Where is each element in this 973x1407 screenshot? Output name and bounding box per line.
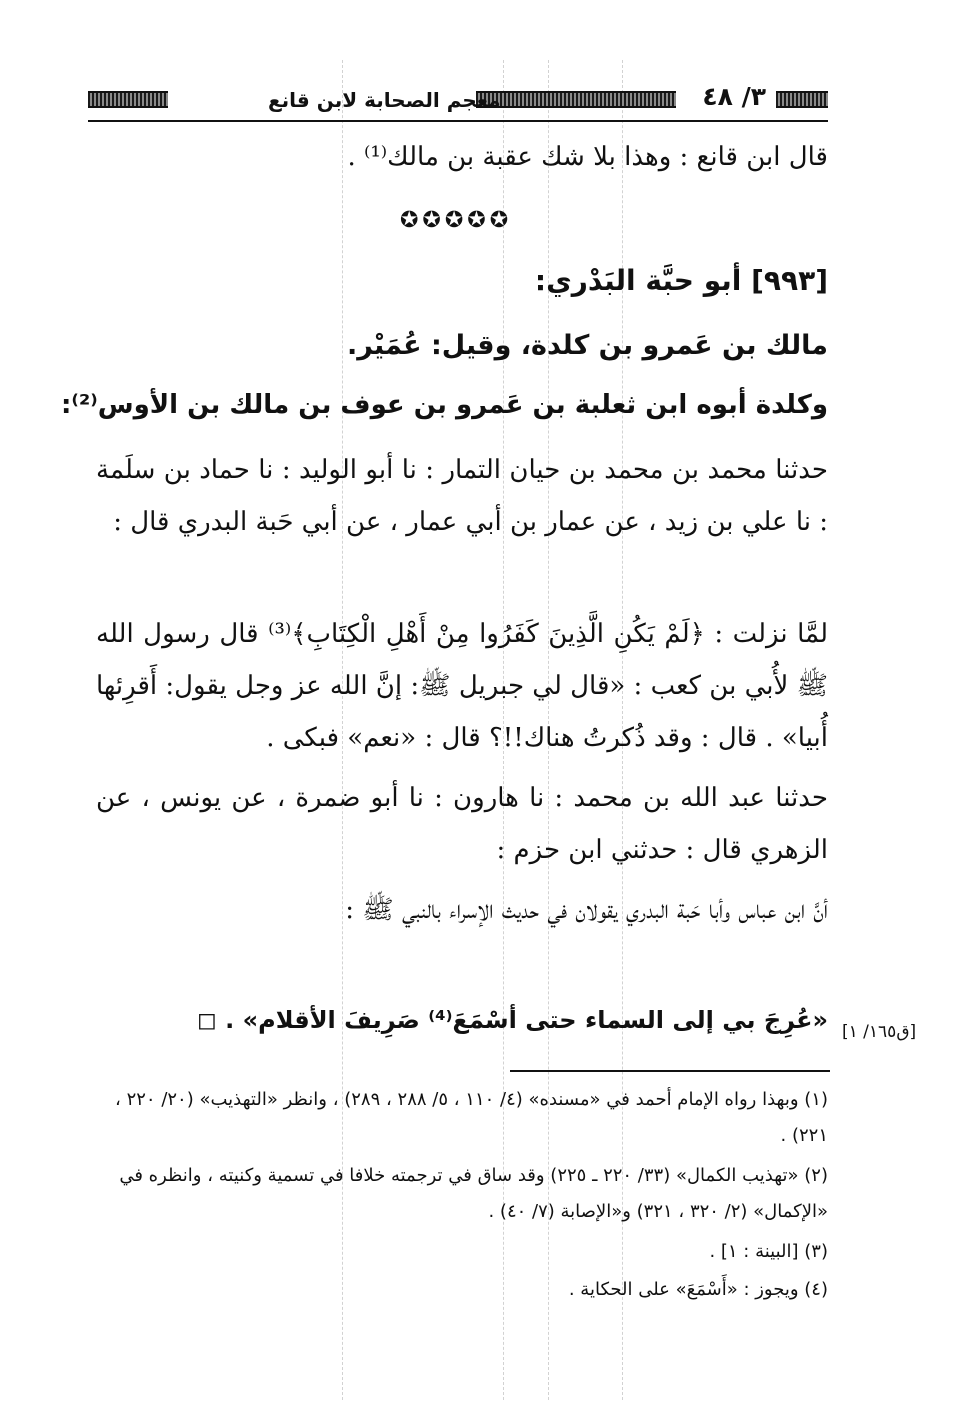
- footnote: (٤) ويجوز : «أَسْمَعَ» على الحكاية .: [568, 1279, 828, 1300]
- isnad-paragraph: حدثنا عبد الله بن محمد : نا هارون : نا أبو ضمرة ، عن يونس ، عن الزهري قال : حدثني ابن حزم :: [96, 783, 828, 865]
- header-ornament-bar: [88, 91, 168, 108]
- hadith-paragraph: لمَّا نزلت : ﴿لَمْ يَكُنِ الَّذِينَ كَفَرُوا مِنْ أَهْلِ الْكِتَابِ﴾⁽³⁾ قال رسول الله ﷺ لأُبي بن كعب : «قال لي جبريل ﷺ: إنَّ الله عز وجل يقول: أَقرِئها أُبيا» . قال : وقد ذُكرتُ هناك!!؟ قال : «نعم» فبكى .: [96, 619, 828, 753]
- footnote: (١) وبهذا رواه الإمام أحمد في «مسنده» (٤/ ١١٠ ، ٥/ ٢٨٨ ، ٢٨٩) ، وانظر «التهذيب» (٢٠/ ٢٢٠ ، ٢٢١) .: [115, 1089, 828, 1146]
- hadith-paragraph: أنَّ ابن عباس وأبا حَبة البدري يقولان في حديث الإسراء بالنبي ﷺ :: [345, 895, 828, 925]
- header-ornament-bar: [476, 91, 676, 108]
- hadith-quote: «عُرِجَ بي إلى السماء حتى أسْمَعَ⁽⁴⁾ صَرِيفَ الأقلام» . ◻: [196, 1006, 828, 1034]
- intro-line: قال ابن قانع : وهذا بلا شك عقبة بن مالك⁽¹⁾ .: [347, 142, 828, 172]
- lineage-line: وكلدة أبوه ابن ثعلبة بن عَمرو بن عوف بن مالك بن الأوس⁽²⁾:: [60, 390, 828, 420]
- page-header: [88, 82, 828, 118]
- name-line: مالك بن عَمرو بن كلدة، وقيل: عُمَيْر.: [346, 330, 828, 361]
- book-title: معجم الصحابة لابن قانع: [268, 88, 501, 112]
- isnad-paragraph: حدثنا محمد بن محمد بن حيان التمار : نا أبو الوليد : نا حماد بن سلَمة : نا علي بن زيد ، عن عمار بن أبي عمار ، عن أبي حَبة البدري قال :: [96, 455, 828, 537]
- footnote: (٣) [البينة : ١] .: [709, 1241, 828, 1262]
- entry-heading: [٩٩٣] أبو حبَّة البَدْري:: [534, 264, 828, 297]
- footnote: (٢) «تهذيب الكمال» (٣٣/ ٢٢٠ ـ ٢٢٥) وقد ساق في ترجمته خلافا في تسمية وكنيته ، وانظره في «الإكمال» (٢/ ٣٢٠ ، ٣٢١) و«الإصابة (٧/ ٤٠) .: [119, 1165, 828, 1222]
- page-number: ٣/ ٤٨: [702, 82, 766, 111]
- header-ornament-bar: [776, 91, 828, 108]
- manuscript-reference: [ق١٦٥/ ١]: [842, 1022, 917, 1042]
- section-divider: ✪✪✪✪✪: [400, 208, 513, 233]
- header-rule: [88, 120, 828, 122]
- footnote-rule: [510, 1070, 830, 1072]
